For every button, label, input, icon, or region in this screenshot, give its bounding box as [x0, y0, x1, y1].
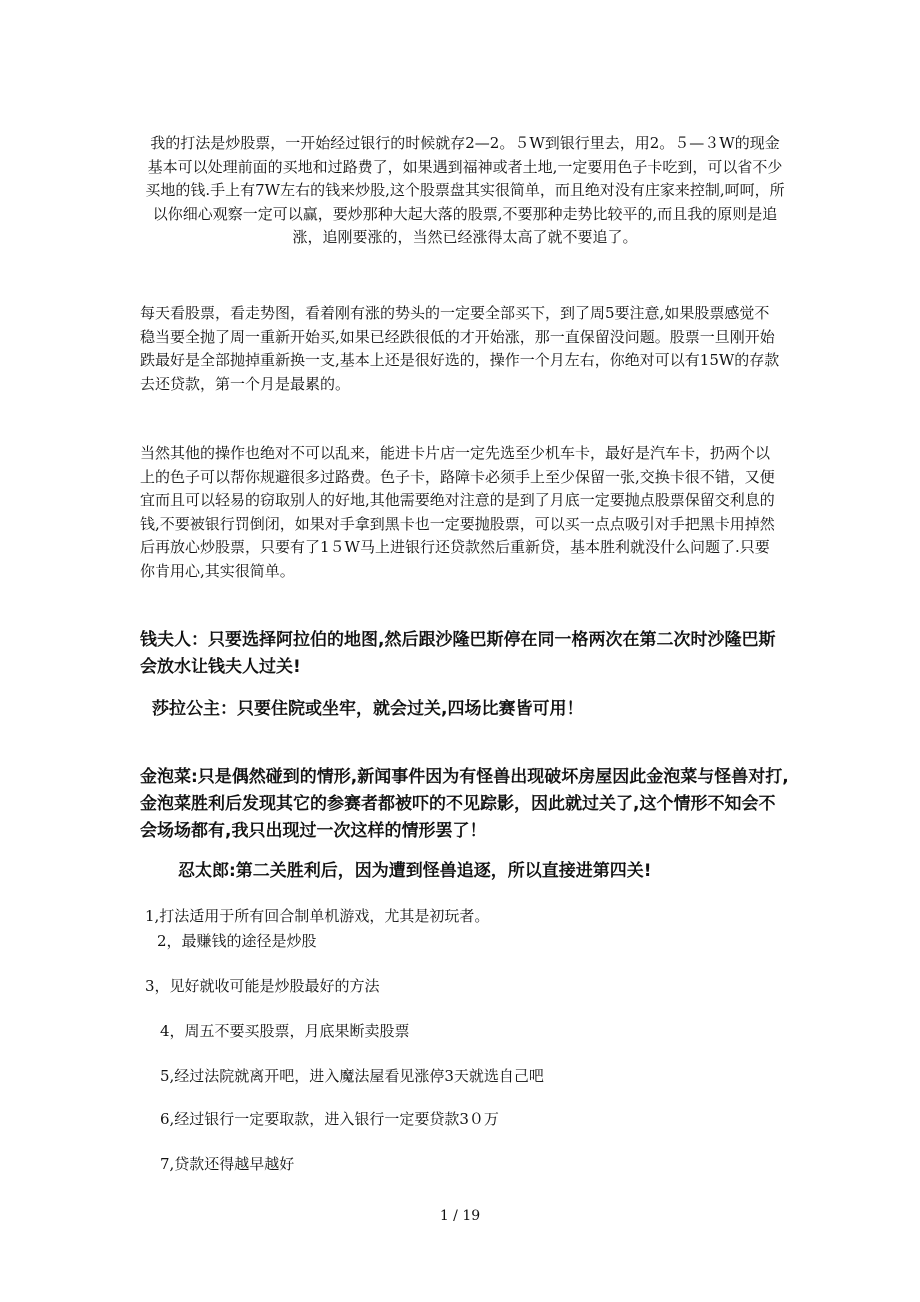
paragraph-strategy: 我的打法是炒股票，一开始经过银行的时候就存2—2。５W到银行里去，用2。５—３W的现金基本可以处理前面的买地和过路费了，如果遇到福神或者土地,一定要用色子卡吃到，可以省不少买地的钱.手上有7W左右的钱来炒股,这个股票盘其实很简单，而且绝对没有庄家来控制,呵呵，所以你细心观察一定可以赢，要炒那种大起大落的股票,不要那种走势比较平的,而且我的原则是追涨，追刚要涨的，当然已经涨得太高了就不要追了。	[145, 134, 785, 246]
list-item: 1,打法适用于所有回合制单机游戏，尤其是初玩者。	[145, 907, 490, 925]
page-number: 1 / 19	[439, 1208, 481, 1224]
paragraph-stock-watching: 每天看股票，看走势图，看着刚有涨的势头的一定要全部买下，到了周5要注意,如果股票感觉不稳当要全抛了周一重新开始买,如果已经跌很低的才开始涨，那一直保留没问题。股票一旦刚开始跌最好是全部抛掉重新换一支,基本上还是很好选的，操作一个月左右，你绝对可以有15W的存款去还贷款，第一个月是最累的。	[140, 304, 780, 393]
list-item: 2，最赚钱的途径是炒股	[157, 932, 317, 950]
tip-sala: 莎拉公主：只要住院或坐牢，就会过关,四场比赛皆可用！	[152, 699, 584, 719]
tip-qian-furen: 钱夫人：只要选择阿拉伯的地图,然后跟沙隆巴斯停在同一格两次在第二次时沙隆巴斯会放水让钱夫人过关!	[140, 630, 776, 677]
list-item: 5,经过法院就离开吧，进入魔法屋看见涨停3天就选自己吧	[160, 1067, 544, 1085]
paragraph-card-usage: 当然其他的操作也绝对不可以乱来，能进卡片店一定先选至少机车卡，最好是汽车卡，扔两个以上的色子可以帮你规避很多过路费。色子卡，路障卡必须手上至少保留一张,交换卡很不错，又便宜而且可以轻易的窃取别人的好地,其他需要绝对注意的是到了月底一定要抛点股票保留交利息的钱,不要被银行罚倒闭，如果对手拿到黑卡也一定要抛股票，可以买一点点吸引对手把黑卡用掉然后再放心炒股票，只要有了1５W马上进银行还贷款然后重新贷，基本胜利就没什么问题了.只要你肯用心,其实很简单。	[140, 444, 775, 580]
list-item: 7,贷款还得越早越好	[160, 1155, 295, 1173]
list-item: 3，见好就收可能是炒股最好的方法	[145, 977, 380, 995]
tip-jin-paocai: 金泡菜:只是偶然碰到的情形,新闻事件因为有怪兽出现破坏房屋因此金泡菜与怪兽对打,金泡菜胜利后发现其它的参赛者都被吓的不见踪影，因此就过关了,这个情形不知会不会场场都有,我只出现过一次这样的情形罢了！	[140, 767, 789, 841]
tip-ren-tailang: 忍太郎:第二关胜利后，因为遭到怪兽追逐，所以直接进第四关!	[178, 861, 652, 881]
list-item: 6,经过银行一定要取款，进入银行一定要贷款3０万	[160, 1110, 499, 1128]
list-item: 4，周五不要买股票，月底果断卖股票	[160, 1022, 410, 1040]
